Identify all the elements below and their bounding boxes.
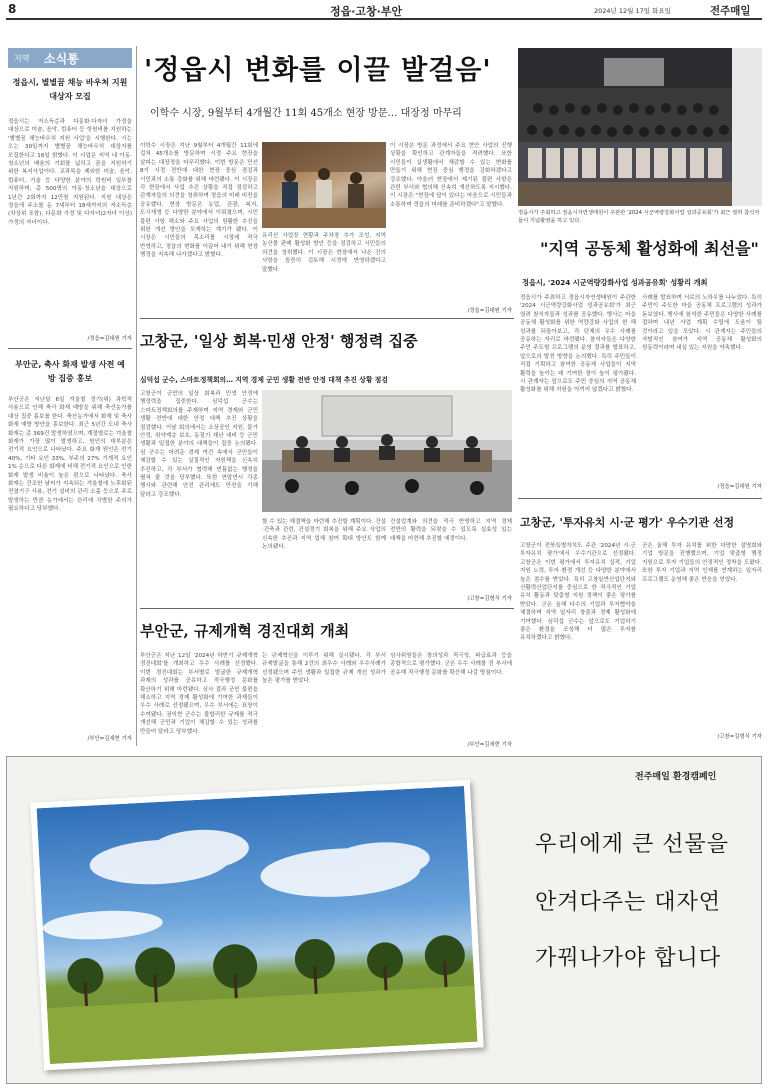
article5-body-col3: 심사위원들은 창의성과 적극성, 파급효과 등을 종합적으로 평가했다. 군은 우수 사례를 전 부서에 공유해 적극행정 문화를 확산해 나갈 방침이다. — [390, 653, 512, 676]
sidebar-story2-body: 부안군은 지난달 6일 겨울철 정기(위) 과학적 사용으로 인해 축사 화재 예방을 위해 축산농가를 대상 집중 홍보를 한다. 축산농가에서 화재 및 축사 화재 예방 방안을 홍보한다. 최근 5년간 도내 축사 화재는 총 369건 발생하였으며, 계절별로는 겨울철 화재가 가장 많이 발생하고, 원인의 대부분은 전기적 요인으로 나타났다. 주요 화재 원인은 전기 40%, 기타 요인 33%, 부주의 27% 기계적 요인 1% 순으로 다른 화재에 비해 전기적 요인으로 인한 화재 발생 비율이 높은 편으로 나타났다. 축사 화재는 건조한 날씨가 지속되는 겨울철에 노후화된 전열기구 사용, 전기 설비의 관리 소홀 등으로 주로 발생하는 만큼 농가에서는 관리에 각별한 주의가 필요하다고 당부했다. — [8, 397, 132, 513]
article3-body-col1: 고창군이 군민의 일상 회복과 민생 안정에 행정력을 집중한다. 심덕섭 군수는 스마트정책회의를 주재하며 지역 경제와 군민 생활 전반에 대한 안정 대책 추진 상황을 점검했다. 이날 회의에서는 소상공인 지원, 물가 안정, 취약계층 보호, 동절기 재난 대비 등 군민 생활과 밀접한 분야의 대책들이 집중 논의됐다. 심 군수는 어려운 경제 여건 속에서 군민들이 체감할 수 있는 실질적인 지원책을 신속히 추진하고, 각 부서가 협력해 빈틈없는 행정을 펼쳐 줄 것을 당부했다. 또한 연말연시 각종 행사와 관련해 안전 관리에도 만전을 기해 달라고 강조했다. — [140, 391, 258, 498]
article3-subheadline: 심덕섭 군수, 스마트정책회의… 지역 경제 군민 생활 전반 안정 대책 추진 상황 점검 — [140, 376, 388, 384]
article4-byline: /고창=김형식 기자 — [717, 734, 762, 740]
sidebar-story1-body: 정읍시는 저소득층과 다문화·다자녀 가정을 대상으로 미술, 음악, 컴퓨터 등 학원비를 지원하는 '별별꿈 채능바우처 지원 사업'을 시행한다. 시는 오는 30일까지 별별꿈 채능바우처 대상자를 모집한다고 16일 밝혔다. 이 사업은 지역 내 아동·청소년의 배움의 기회를 넓히고 꿈을 지원하기 위한 복지사업이다. 교과목을 제외한 미술, 음악, 컴퓨터, 기술 등 다양한 분야의 학원비 일부를 지원하며, 총 500명의 아동·청소년을 대상으로 1년간 2회까지 12만원 지원된다. 지원 대상은 정읍에 주소를 둔 7세부터 18세까지의 저소득층(차상위 포함), 다문화 가정 및 다자녀(2자녀 이상) 가정의 자녀이다. — [8, 119, 132, 226]
ad-campaign-title: 전주매일 환경캠페인 — [635, 772, 717, 782]
article2-headline: "지역 공동체 활성화에 최선을" — [540, 239, 759, 258]
sidebar-story2-byline: /부안=김세현 기자 — [87, 736, 132, 742]
article1-body-col1: 이학수 시장은 지난 9월부터 4개월간 11회에 걸쳐 45개소를 방문하며 시정 주요 현장을 살피는 대장정을 마무리했다. 이번 방문은 민선 8기 시정 전반에 대한 현장 중심 점검과 시민과의 소통 강화를 위해 마련됐다. 이 시장은 각 현장에서 사업 추진 상황을 직접 점검하고 관계자들의 의견을 청취하며 정읍의 미래 비전을 공유했다. 현장 방문은 농업, 관광, 복지, 도시재생 등 다양한 분야에서 이뤄졌으며, 시민 불편 사항 해소와 주요 사업의 원활한 추진을 위한 개선 방안을 모색하는 계기가 됐다. 이 시장은 시민들의 목소리를 시정에 적극 반영하고, 정읍의 변화를 이끌어 내기 위해 현장 행정을 지속해 나가겠다고 밝혔다. — [140, 143, 258, 259]
sidebar-divider — [8, 348, 132, 349]
page-number: 8 — [8, 2, 17, 16]
article4-body-col2: 군은 올해 투자 유치를 위한 다양한 설명회와 기업 방문을 진행했으며, 기업 맞춤형 행정 지원으로 투자 기업들의 안정적인 정착을 도왔다. 또한 투자 기업과 지역 인재를 연계하는 일자리 프로그램도 운영해 좋은 반응을 얻었다. — [642, 543, 762, 583]
article5-headline: 부안군, 규제개혁 경진대회 개최 — [140, 622, 350, 640]
ad-slogan-line1: 우리에게 큰 선물을 — [535, 832, 730, 857]
article2-subheadline: 정읍시, '2024 시군역량강화사업 성과공유회' 성황리 개최 — [522, 278, 708, 287]
article2-body-col2: 사례를 발표하며 서로의 노하우를 나누었다. 특히 주민이 주도한 마을 공동체 프로그램의 성과가 돋보였다. 행사에 참석한 주민들은 다양한 사례를 접하며 내년 사업 계획 수립에 도움이 될 것이라고 입을 모았다. 시 관계자는 주민들의 자발적인 참여가 지역 공동체 활성화의 원동력이라며 내실 있는 지원을 약속했다. — [642, 295, 762, 352]
article2-bottom-rule — [518, 498, 762, 499]
article3-byline: /고창=김형식 기자 — [467, 596, 512, 602]
sidebar-story1-byline: /정읍=김대원 기자 — [87, 336, 132, 342]
article3-meeting-photo — [262, 390, 512, 512]
article1-byline: /정읍=김대원 기자 — [467, 308, 512, 314]
article4-body-col1: 고창군이 전북특별자치도 주관 '2024년 시·군 투자유치 평가'에서 우수기관으로 선정됐다. 고창군은 이번 평가에서 투자유치 실적, 기업 지원 노력, 투자 환경 개선 등 다양한 분야에서 높은 점수를 받았다. 특히 고창일반산업단지와 신활력산업단지를 중심으로 한 적극적인 기업 유치 활동과 맞춤형 지원 정책이 좋은 평가를 받았다. 군은 올해 다수의 기업과 투자협약을 체결하며 지역 일자리 창출과 경제 활성화에 기여했다. 심덕섭 군수는 앞으로도 기업하기 좋은 환경을 조성해 더 많은 투자를 유치하겠다고 밝혔다. — [520, 543, 636, 642]
masthead: 전주매일 — [710, 5, 751, 17]
article2-byline: /정읍=김대원 기자 — [717, 484, 762, 490]
article3-body-col2: 할 수 있는 해결책을 마련해 추진할 계획이다. 건설·건축과 관련, 건설경기 회복을 위해 주요 사업의 신속한 추진과 지역 업체 참여 확대 방안도 함께 논의됐다. — [262, 519, 386, 551]
article2-body-col1: 정읍시가 주최하고 정읍시자연생태원이 주관한 '2024 시군역량강화사업 성과공유회'가 최근 열려 참석자들과 성과를 공유했다. 행사는 마을 공동체 활성화를 위한 역량강화 사업의 한 해 성과를 되돌아보고, 각 단체의 우수 사례를 공유하는 자리로 마련됐다. 참석자들은 다양한 주민 주도형 프로그램의 운영 결과를 발표하고, 앞으로의 발전 방향을 논의했다. 특히 주민들이 직접 기획하고 참여한 공동체 사업들이 지역 활력을 높이는 데 기여한 점이 높이 평가됐다. 시 관계자는 앞으로도 주민 중심의 지역 공동체 활성화를 위해 지원을 아끼지 않겠다고 밝혔다. — [520, 295, 636, 394]
article1-headline: '정읍시 변화를 이끌 발걸음' — [144, 55, 492, 86]
sidebar-vertical-rule — [136, 46, 137, 746]
article1-market-photo — [262, 142, 386, 228]
issue-date: 2024년 12월 17일 화요일 — [594, 7, 671, 15]
sidebar-label-title: 소식통 — [44, 52, 79, 66]
article4-headline: 고창군, '투자유치 시·군 평가' 우수기관 선정 — [520, 516, 735, 529]
article1-body-col3: 이 시장은 방문 과정에서 주요 현안 사업의 진행 상황을 확인하고 관계자들을 격려했다. 또한 시민들이 실생활에서 체감할 수 있는 변화를 만들기 위해 현장 중심 행정을 강화하겠다고 강조했다. 아울러 현장에서 제기된 불편 사항은 관련 부서와 협의해 신속히 개선하도록 지시했다. 이 시장은 "현장에 답이 있다는 마음으로 시민들과 소통하며 정읍의 미래를 준비하겠다"고 말했다. — [390, 143, 512, 208]
article3-headline: 고창군, '일상 회복·민생 안정' 행정력 집중 — [140, 332, 418, 350]
ad-slogan-line2: 안겨다주는 대자연 — [535, 890, 722, 915]
sidebar-label — [8, 48, 132, 68]
ad-sky-photo — [30, 780, 483, 1071]
event-group-photo — [518, 48, 762, 206]
header-rule — [6, 18, 762, 20]
sidebar-label-tag: 지역 — [14, 54, 30, 63]
article5-byline: /부안=김세현 기자 — [467, 742, 512, 748]
section-title: 정읍·고창·부안 — [330, 5, 403, 18]
article1-body-col2: 유리선 사업장 현황과 주차장 추가 조성, 지역 농산물 판매 활성화 방안 등을 점검하고 시민들의 의견을 청취했다. 이 시장은 현장에서 나온 건의 사항을 꼼꼼히 검토해 시정에 반영하겠다고 말했다. — [262, 233, 386, 273]
article3-bottom-rule — [140, 608, 514, 609]
article1-bottom-rule — [140, 318, 514, 319]
article5-body-col2: 는 규제혁신을 이루기 위해 실시됐다. 각 부서 규제발굴을 통해 2건의 최우수 사례와 우수사례가 선정됐으며 주민 생활과 밀접한 규제 개선 성과가 높은 평가를 받았다. — [262, 653, 386, 685]
sidebar-story1-headline: 정읍시, 별별꿈 채능 바우처 지원 대상자 모집 — [12, 78, 128, 101]
article5-body-col1: 부안군은 지난 12일 '2024년 하반기 규제개혁 경진대회'를 개최하고 우수 사례를 선정했다. 이번 경진대회는 부서별로 발굴한 규제개혁 과제의 성과를 공유하고 적극행정 문화를 확산하기 위해 마련됐다. 심사 결과 군민 불편을 해소하고 지역 경제 활성화에 기여한 과제들이 우수 사례로 선정됐으며, 우수 부서에는 표창이 수여됐다. 권익현 군수는 불합리한 규제를 적극 개선해 군민과 기업이 체감할 수 있는 성과를 만들어 달라고 당부했다. — [140, 653, 258, 735]
article1-subheadline: 이학수 시장, 9월부터 4개월간 11회 45개소 현장 방문… 대장정 마무리 — [150, 108, 462, 119]
sidebar-story2-headline: 부안군, 축사 화재 발생 사전 예방 집중 홍보 — [15, 360, 125, 383]
ad-slogan-line3: 가꿔나가야 합니다 — [535, 946, 722, 971]
article3-body-col3: 건설업계와 의견을 적극 반영하고 지역 경제 전반의 활력을 되찾을 수 있도록 실효성 있는 대책을 마련해 추진할 예정이다. — [390, 519, 512, 542]
environment-campaign-ad — [6, 756, 762, 1084]
event-photo-caption: 정읍시가 주최하고 정읍시자연생태원이 주관한 '2024 시군역량강화사업 성과공유회'가 최근 열려 참석자들이 기념촬영을 하고 있다. — [518, 210, 760, 224]
